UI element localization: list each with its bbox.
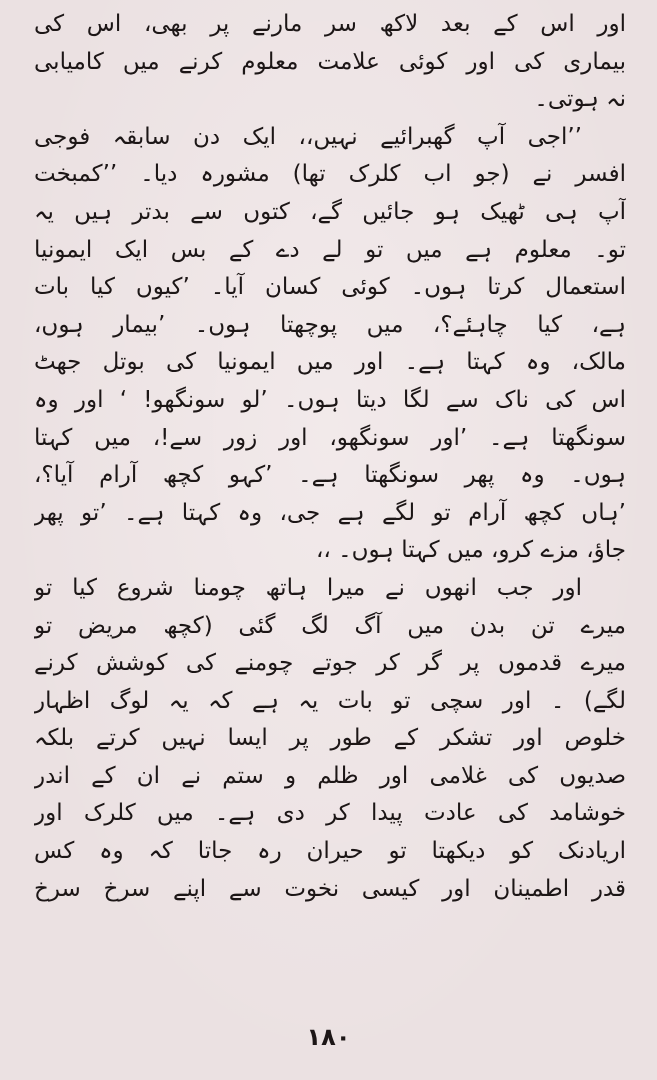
text-line: صدیوں کی غلامی اور ظلم و ستم نے ان کے اندر xyxy=(34,762,626,789)
body-text xyxy=(34,6,626,908)
page-number: ۱۸۰ xyxy=(306,1023,351,1051)
text-line: خلوص اور تشکر کے طور پر ایسا نہیں کرتے بلکہ xyxy=(34,725,626,752)
text-line: جاؤ، مزے کرو، میں کہتا ہوں۔ ،، xyxy=(316,537,626,564)
text-line: سونگھتا ہے۔ ’اور سونگھو، اور زور سے!، میں کہتا xyxy=(34,424,626,451)
text-line: اریادنک کو دیکھتا تو حیران رہ جاتا کہ وہ کس xyxy=(34,838,626,865)
text-line: تو۔ معلوم ہے میں تو لے دے کے بس ایک ایمونیا xyxy=(34,236,626,263)
text-line: بیماری کی اور کوئی علامت معلوم کرنے میں کامیابی xyxy=(34,48,626,75)
text-line: افسر نے (جو اب کلرک تھا) مشورہ دیا۔ ’’کمبخت xyxy=(34,161,626,188)
text-line: قدر اطمینان اور کیسی نخوت سے اپنے سرخ سرخ xyxy=(34,875,626,902)
text-line: نہ ہوتی۔ xyxy=(534,86,626,113)
text-line: اور جب انھوں نے میرا ہاتھ چومنا شروع کیا تو xyxy=(34,574,582,601)
text-line: ’’اجی آپ گھبرائیے نہیں،، ایک دن سابقہ فوجی xyxy=(34,123,582,150)
text-line: ہوں۔ وہ پھر سونگھتا ہے۔ ’کہو کچھ آرام آیا؟، xyxy=(34,462,626,489)
text-line: استعمال کرتا ہوں۔ کوئی کسان آیا۔ ’کیوں کیا بات xyxy=(34,274,626,301)
text-line: لگے) ۔ اور سچی تو بات یہ ہے کہ یہ لوگ اظہار xyxy=(34,687,626,714)
text-line: اس کی ناک سے لگا دیتا ہوں۔ ’لو سونگھو! ‘ اور وہ xyxy=(34,386,626,413)
text-line: آپ ہی ٹھیک ہو جائیں گے، کتوں سے بدتر ہیں یہ xyxy=(34,198,626,225)
text-line: خوشامد کی عادت پیدا کر دی ہے۔ میں کلرک اور xyxy=(34,800,626,827)
text-line: میرے قدموں پر گر کر جوتے چومنے کی کوشش کرنے xyxy=(34,650,626,677)
text-line: میرے تن بدن میں آگ لگ گئی (کچھ مریض تو xyxy=(34,612,626,639)
text-line: ہے، کیا چاہئے؟، میں پوچھتا ہوں۔ ’بیمار ہوں، xyxy=(34,311,626,338)
text-line: ’ہاں کچھ آرام تو لگے ہے جی، وہ کہتا ہے۔ ’تو پھر xyxy=(34,499,626,526)
text-line: مالک، وہ کہتا ہے۔ اور میں ایمونیا کی بوتل جھٹ xyxy=(34,349,626,376)
text-line: اور اس کے بعد لاکھ سر مارنے پر بھی، اس کی xyxy=(34,11,626,37)
